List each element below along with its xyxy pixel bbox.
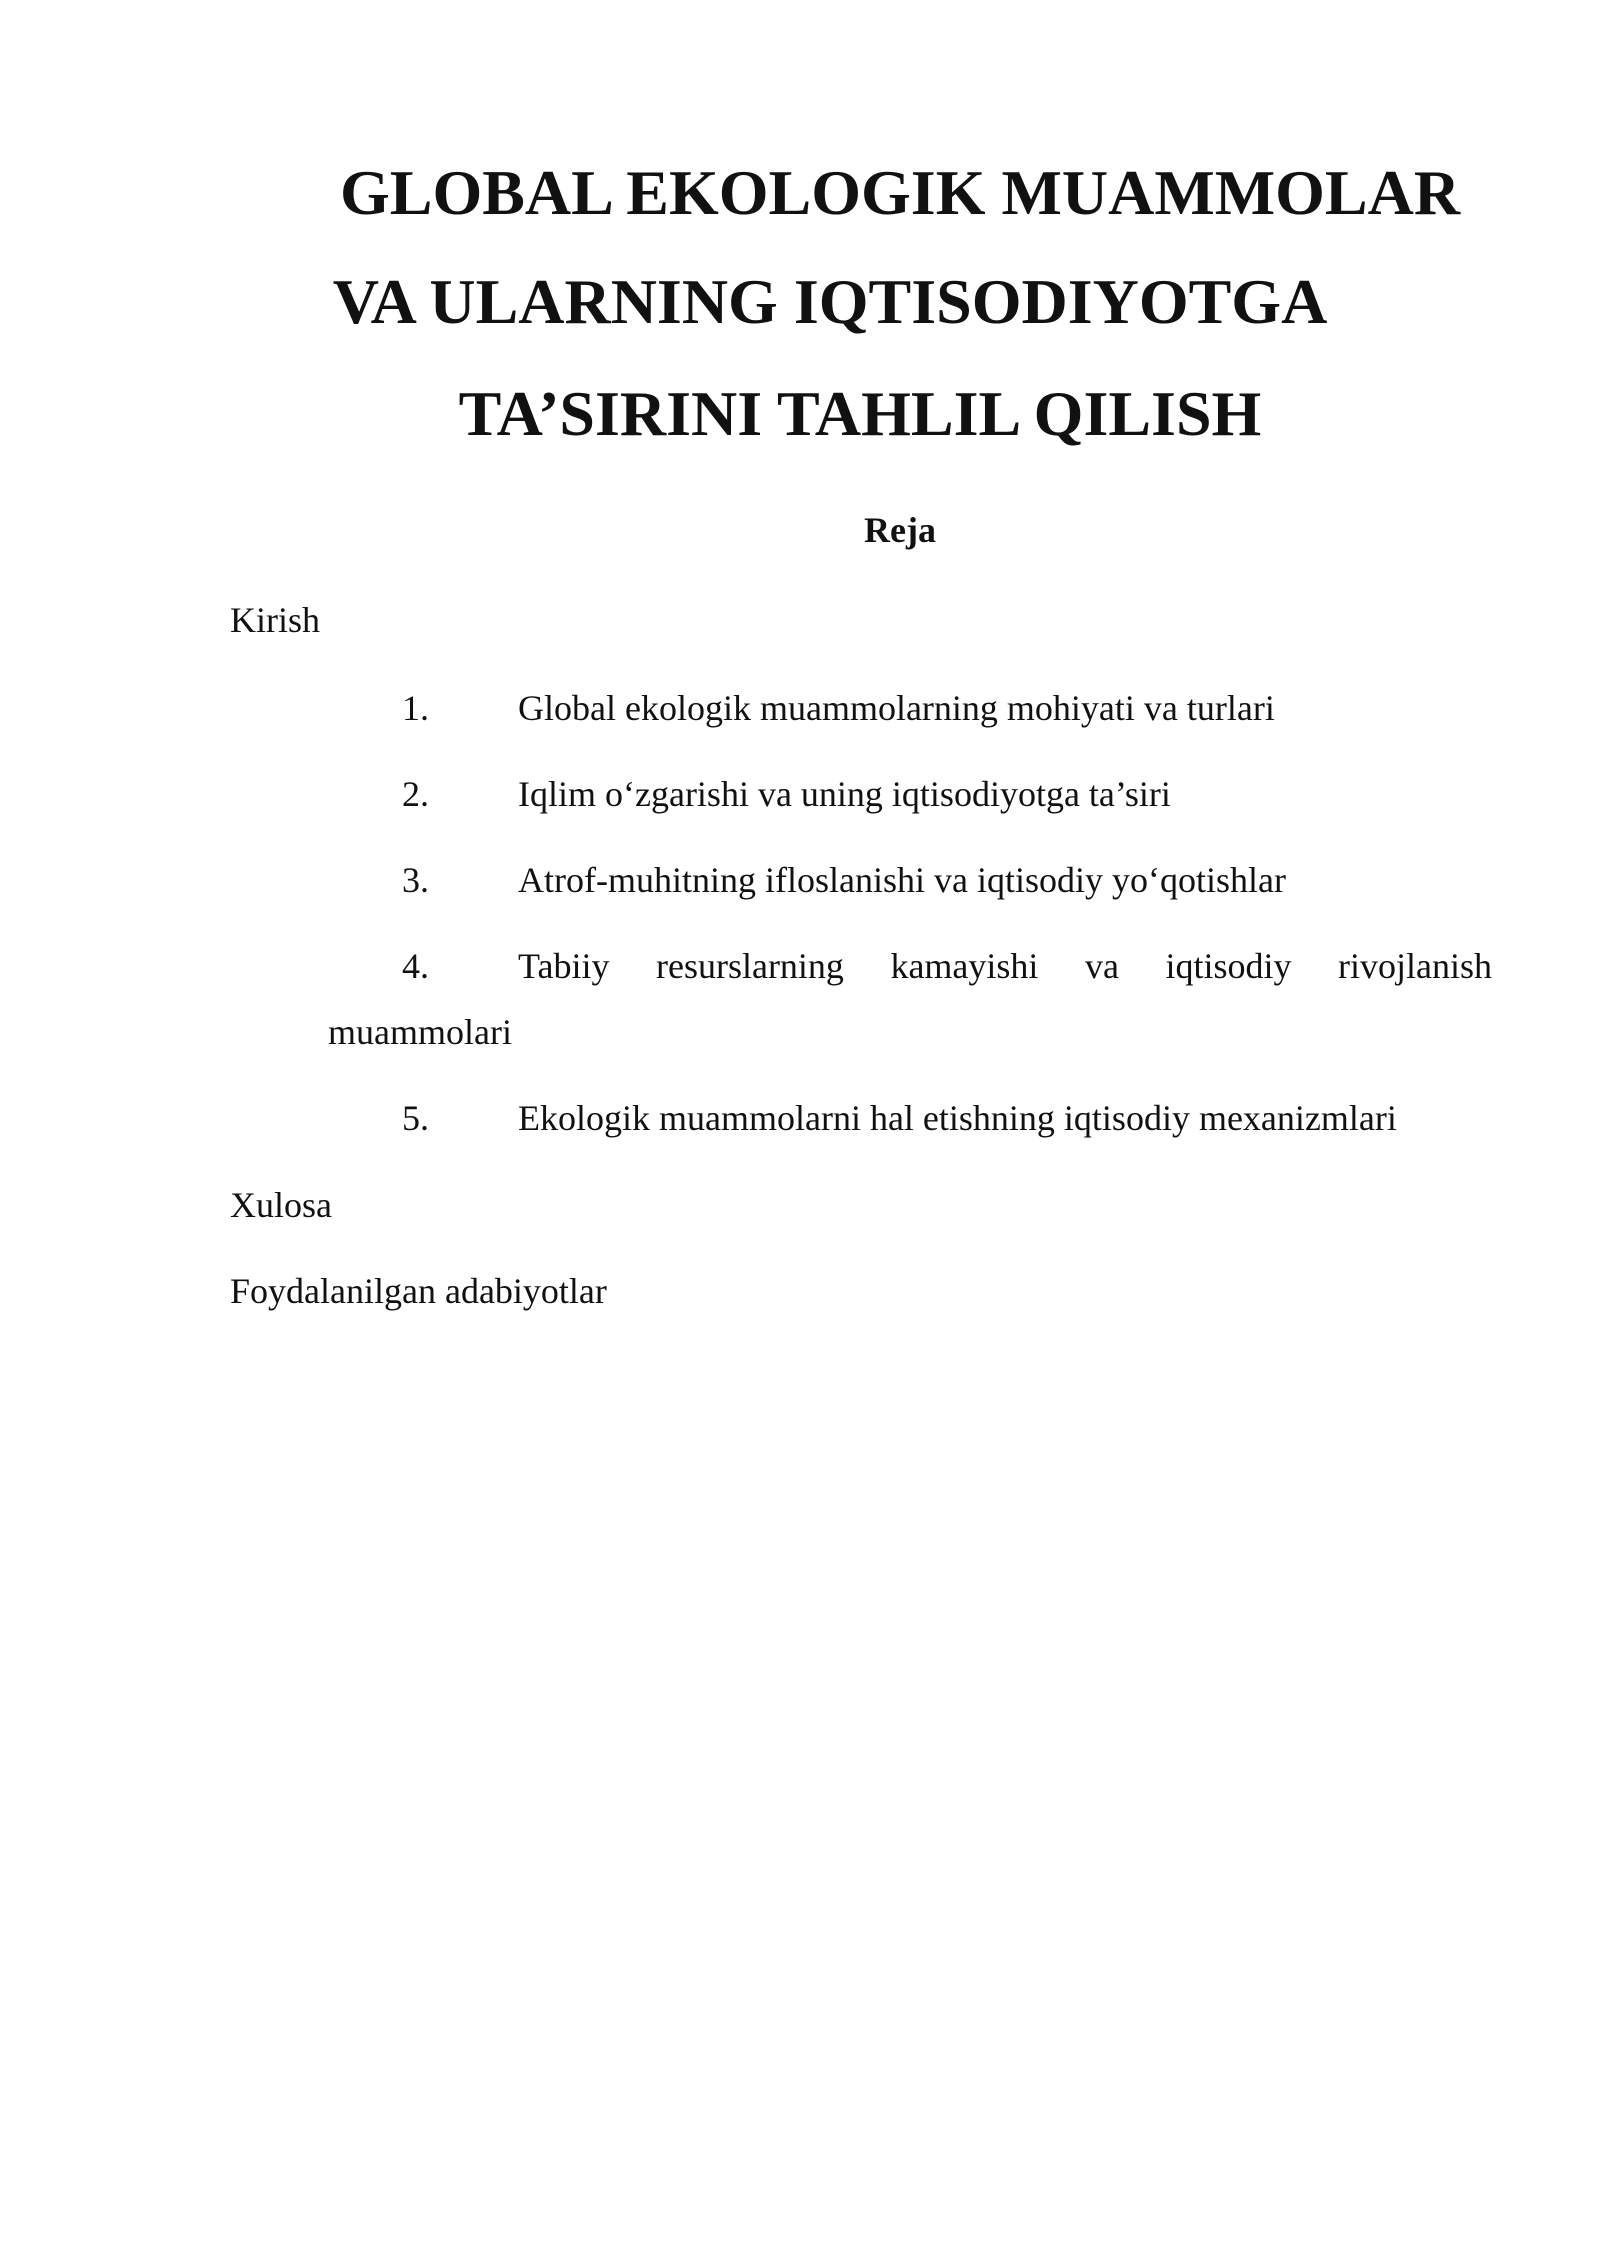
plan-item-word: va [1084, 946, 1119, 986]
plan-item-word: kamayishi [890, 946, 1039, 986]
title-line-3: TA’SIRINI TAHLIL QILISH [458, 378, 1262, 449]
plan-item-number: 5. [402, 1098, 429, 1138]
conclusion-label: Xulosa [230, 1185, 332, 1225]
plan-item-number: 4. [402, 946, 429, 986]
plan-item-text-line-1 [518, 948, 1492, 984]
plan-item-number: 3. [402, 860, 429, 900]
plan-item-number: 2. [402, 774, 429, 814]
plan-heading: Reja [864, 510, 936, 550]
title-line-1: GLOBAL EKOLOGIK MUAMMOLAR [339, 157, 1461, 228]
plan-item-word: rivojlanish [1338, 946, 1492, 986]
plan-item-text: Global ekologik muammolarning mohiyati va turlari [518, 688, 1275, 728]
plan-item-text: Iqlim o‘zgarishi va uning iqtisodiyotga ta’siri [518, 774, 1171, 814]
references-label: Foydalanilgan adabiyotlar [230, 1271, 607, 1311]
plan-item-word: iqtisodiy [1165, 946, 1292, 986]
plan-item-text-line-2: muammolari [328, 1012, 512, 1052]
plan-item-word: resurslarning [655, 946, 844, 986]
plan-item-number: 1. [402, 688, 429, 728]
plan-item-word: Tabiiy [518, 946, 610, 986]
intro-label: Kirish [230, 600, 320, 640]
title-line-2: VA ULARNING IQTISODIYOTGA [332, 266, 1328, 337]
plan-item-text: Ekologik muammolarni hal etishning iqtisodiy mexanizmlari [518, 1098, 1397, 1138]
plan-item-text: Atrof-muhitning ifloslanishi va iqtisodiy yo‘qotishlar [518, 860, 1286, 900]
